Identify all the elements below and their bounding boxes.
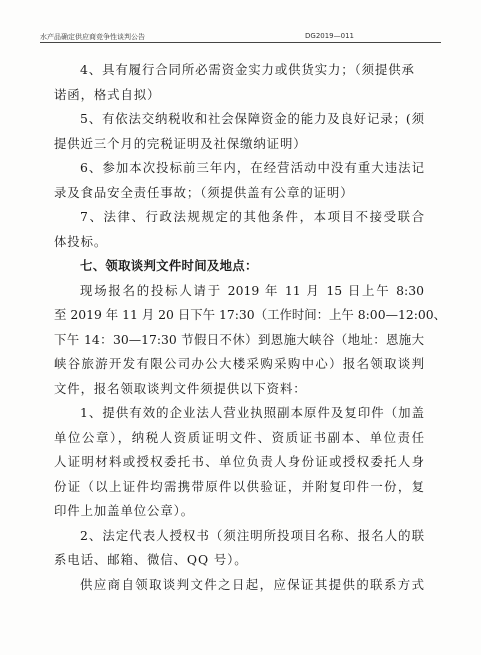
paragraph-line: 文件，报名领取谈判文件须提供以下资料： — [54, 380, 307, 396]
header-document-number: DG2019—011 — [305, 32, 354, 40]
paragraph-line: 体投标。 — [54, 233, 108, 249]
paragraph-line: 系电话、邮箱、微信、QQ 号）。 — [54, 552, 248, 567]
paragraph-line: 下午 14：30—17:30 节假日不休）到恩施大峡谷（地址：恩施大 — [54, 331, 424, 347]
document-body — [54, 58, 447, 597]
paragraph-line: 1、提供有效的企业法人营业执照副本原件及复印件（加盖 — [80, 405, 424, 420]
paragraph-line: 诺函，格式自拟） — [54, 86, 161, 102]
paragraph-line: 提供近三个月的完税证明及社保缴纳证明） — [54, 135, 307, 151]
paragraph-line: 至 2019 年 11 月 20 日下午 17:30（工作时间：上午 8:00—12:00、 — [54, 307, 447, 322]
paragraph-line: 录及食品安全责任事故；（须提供盖有公章的证明） — [54, 184, 354, 200]
paragraph-line: 6、参加本次投标前三年内，在经营活动中没有重大违法记 — [80, 160, 424, 175]
paragraph-line: 现场报名的投标人请于 2019 年 11 月 15 日上午 8:30 — [80, 282, 424, 298]
paragraph-line: 人证明材料或授权委托书、单位负责人身份证或授权委托人身 — [54, 454, 424, 469]
paragraph-line: 4、具有履行合同所必需资金实力或供货实力；（须提供承 — [80, 62, 415, 77]
paragraph-line: 2、法定代表人授权书（须注明所投项目名称、报名人的联 — [80, 527, 424, 543]
page-header — [40, 30, 441, 43]
paragraph-line: 5、有依法交纳税收和社会保障资金的能力及良好记录；(须 — [80, 111, 424, 126]
paragraph-line: 单位公章），纳税人资质证明文件、资质证书副本、单位责任 — [54, 429, 424, 445]
paragraph-line: 份证（以上证件均需携带原件以供验证，并附复印件一份，复 — [54, 478, 424, 494]
header-title: 水产品确定供应商竞争性谈判公告 — [40, 33, 145, 41]
section-heading: 七、领取谈判文件时间及地点： — [80, 258, 258, 273]
paragraph-line: 印件上加盖单位公章）。 — [54, 503, 194, 518]
paragraph-line: 峡谷旅游开发有限公司办公大楼采购采购中心）报名领取谈判 — [54, 356, 424, 371]
paragraph-line: 供应商自领取谈判文件之日起，应保证其提供的联系方式 — [80, 576, 424, 592]
paragraph-line: 7、法律、行政法规规定的其他条件，本项目不接受联合 — [80, 209, 424, 224]
